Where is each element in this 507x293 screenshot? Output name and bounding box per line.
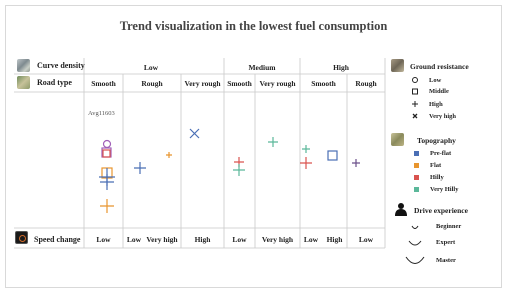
legend-ground-title: Ground resistance: [410, 62, 469, 71]
speed-change-value-1: Low: [96, 235, 111, 244]
road-type-header-4: Smooth: [227, 79, 252, 88]
arc-master: [406, 257, 424, 264]
legend-ground-very-high: Very high: [429, 113, 457, 120]
density-high-header: High: [333, 63, 349, 72]
arc-beginner: [412, 226, 418, 229]
speed-change-value-6: Very high: [261, 235, 294, 244]
arc-expert: [409, 241, 421, 245]
legend-ground-middle: Middle: [429, 88, 449, 95]
legend-drive-title: Drive experience: [414, 206, 468, 215]
legend-drive-master: Master: [436, 257, 456, 264]
legend-drive-expert: Expert: [436, 239, 456, 246]
speed-change-value-9: Low: [358, 235, 374, 244]
speed-change-value-5: Low: [232, 235, 247, 244]
speed-change-value-2: Low: [126, 235, 142, 244]
road-type-header-5: Very rough: [259, 79, 296, 88]
speed-change-value-8: High: [326, 235, 343, 244]
average-annotation: Avg11603: [88, 110, 115, 117]
legend-topo-pre-flat: Pre-flat: [430, 150, 452, 157]
row-label-speed-change: Speed change: [34, 235, 81, 244]
road-type-header-7: Rough: [355, 79, 377, 88]
speed-change-value-4: High: [194, 235, 211, 244]
speed-change-value-7: Low: [303, 235, 319, 244]
speed-change-value-3: Very high: [146, 235, 178, 244]
density-medium-header: Medium: [248, 63, 276, 72]
legend-ground-high: High: [429, 101, 443, 108]
legend-ground-low: Low: [429, 77, 442, 84]
person-icon: [395, 203, 407, 216]
legend-topography-title: Topography: [417, 136, 456, 145]
legend-drive-beginner: Beginner: [436, 223, 462, 230]
road-type-header-6: Smooth: [311, 79, 336, 88]
road-type-header-1: Smooth: [91, 79, 116, 88]
row-label-curve-density: Curve density: [37, 61, 85, 70]
legend-topo-flat: Flat: [430, 162, 442, 169]
row-label-road-type: Road type: [37, 78, 72, 87]
road-type-header-3: Very rough: [184, 79, 221, 88]
chart-title: Trend visualization in the lowest fuel consumption: [119, 19, 388, 33]
legend-topo-very-hilly: Very Hilly: [430, 186, 459, 193]
legend-topo-hilly: Hilly: [430, 174, 444, 181]
density-low-header: Low: [143, 63, 159, 72]
road-type-header-2: Rough: [141, 79, 163, 88]
